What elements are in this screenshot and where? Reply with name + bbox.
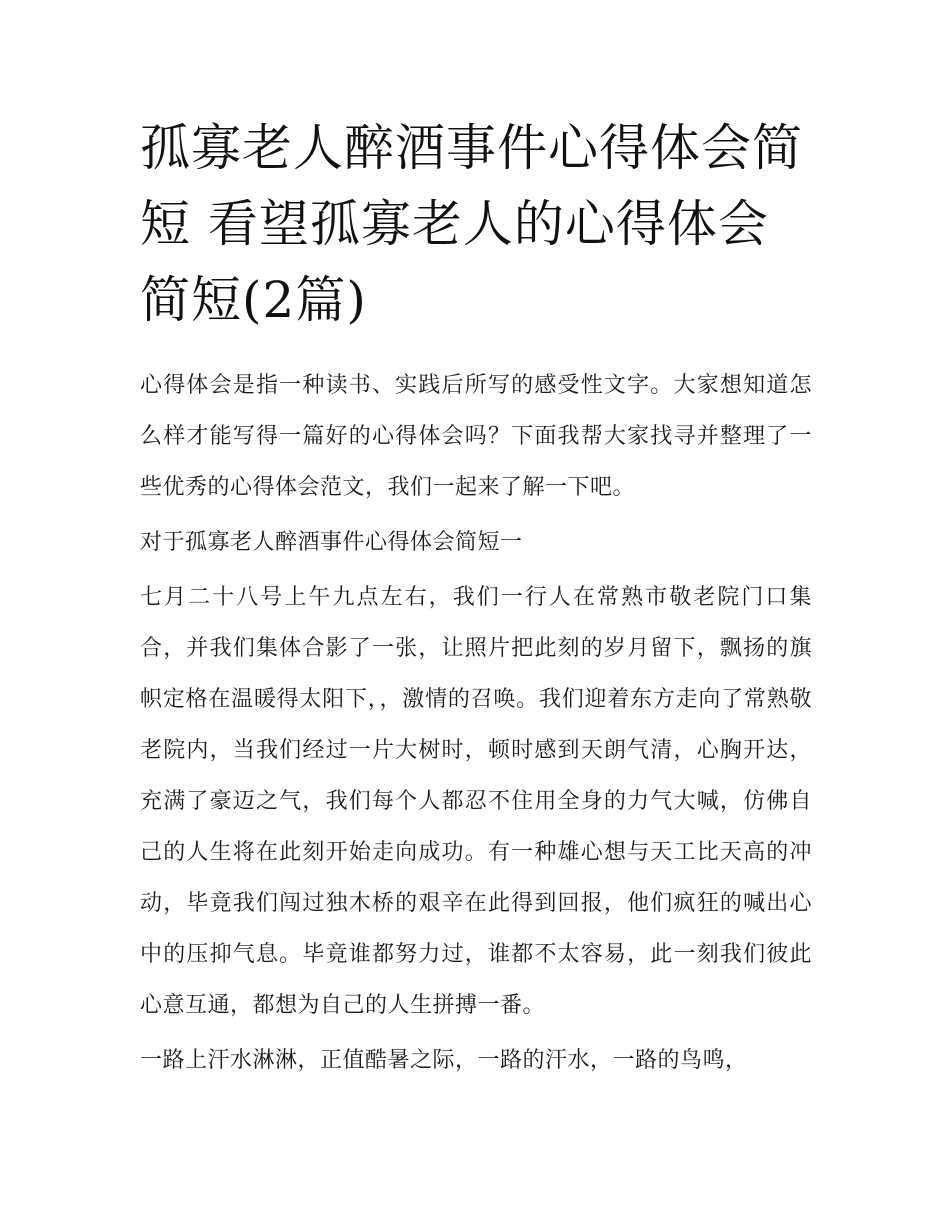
body-paragraph-1: 七月二十八号上午九点左右，我们一行人在常熟市敬老院门口集合，并我们集体合影了一张，让照片把此刻的岁月留下，飘扬的旗帜定格在温暖得太阳下，，激情的召唤。我们迎着东方走向了常熟敬老院内，当我们经过一片大树时，顿时感到天朗气清，心胸开达，充满了豪迈之气，我们每个人都忍不住用全身的力气大喊，仿佛自己的人生将在此刻开始走向成功。有一种雄心想与天工比天高的冲动，毕竟我们闯过独木桥的艰辛在此得到回报，他们疯狂的喊出心中的压抑气息。毕竟谁都努力过，谁都不太容易，此一刻我们彼此心意互通，都想为自己的人生拼搏一番。 xyxy=(140,585,812,1018)
intro-paragraph: 心得体会是指一种读书、实践后所写的感受性文字。大家想知道怎么样才能写得一篇好的心得体会吗？下面我帮大家找寻并整理了一些优秀的心得体会范文，我们一起来了解一下吧。 xyxy=(140,373,812,500)
body-paragraph-2: 一路上汗水淋淋，正值酷暑之际，一路的汗水，一路的鸟鸣， xyxy=(140,1048,748,1073)
section-heading: 对于孤寡老人醉酒事件心得体会简短一 xyxy=(140,530,523,555)
document-page xyxy=(140,110,812,1086)
document-title: 孤寡老人醉酒事件心得体会简短 看望孤寡老人的心得体会简短(2篇) xyxy=(140,119,803,329)
